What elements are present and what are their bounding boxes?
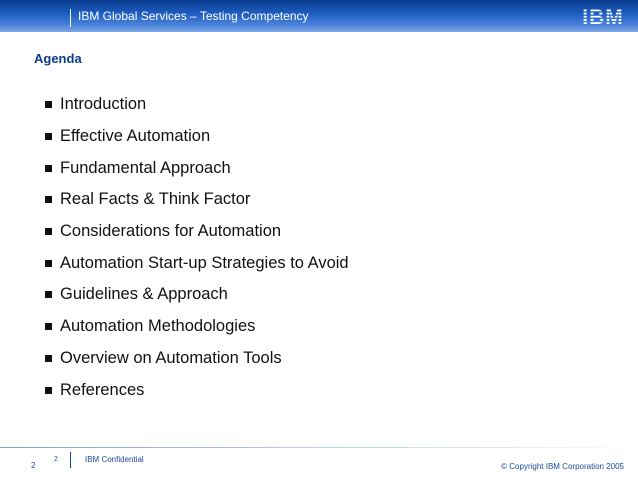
- agenda-item: [45, 311, 349, 343]
- square-bullet-icon: [45, 355, 52, 362]
- agenda-item-label: References: [60, 380, 145, 399]
- square-bullet-icon: [45, 228, 52, 235]
- square-bullet-icon: [45, 101, 52, 108]
- agenda-item-label: Automation Start-up Strategies to Avoid: [60, 253, 349, 272]
- agenda-item: [45, 343, 349, 375]
- header-bar: [0, 0, 638, 32]
- square-bullet-icon: [45, 196, 52, 203]
- svg-text:IBM: IBM: [582, 6, 624, 29]
- agenda-item: [45, 247, 349, 279]
- agenda-item-label: Overview on Automation Tools: [60, 348, 282, 367]
- agenda-item-label: Guidelines & Approach: [60, 285, 228, 304]
- ibm-logo: [580, 3, 626, 29]
- slide-title: Agenda: [34, 51, 82, 66]
- agenda-item-label: Automation Methodologies: [60, 317, 256, 336]
- header-title: IBM Global Services – Testing Competency: [78, 9, 309, 23]
- square-bullet-icon: [45, 387, 52, 394]
- footer-confidential: IBM Confidential: [85, 455, 144, 464]
- footer-page-number: 2: [31, 461, 36, 470]
- footer-copyright: © Copyright IBM Corporation 2005: [501, 462, 624, 471]
- agenda-item: [45, 216, 349, 248]
- square-bullet-icon: [45, 133, 52, 140]
- square-bullet-icon: [45, 165, 52, 172]
- agenda-item: [45, 89, 349, 121]
- agenda-item-label: Real Facts & Think Factor: [60, 190, 251, 209]
- agenda-list: [45, 89, 349, 406]
- agenda-item: [45, 152, 349, 184]
- square-bullet-icon: [45, 323, 52, 330]
- agenda-item: [45, 121, 349, 153]
- header-divider: [70, 9, 71, 27]
- square-bullet-icon: [45, 260, 52, 267]
- agenda-item-label: Considerations for Automation: [60, 222, 282, 241]
- agenda-item-label: Fundamental Approach: [60, 158, 231, 177]
- agenda-item-label: Effective Automation: [60, 127, 211, 146]
- footer-divider-line: [0, 447, 638, 448]
- square-bullet-icon: [45, 291, 52, 298]
- agenda-item: [45, 184, 349, 216]
- agenda-item: [45, 279, 349, 311]
- agenda-item-label: Introduction: [60, 95, 147, 114]
- footer-page-number-small: 2: [54, 456, 58, 463]
- footer-divider: [70, 452, 71, 468]
- agenda-item: [45, 374, 349, 406]
